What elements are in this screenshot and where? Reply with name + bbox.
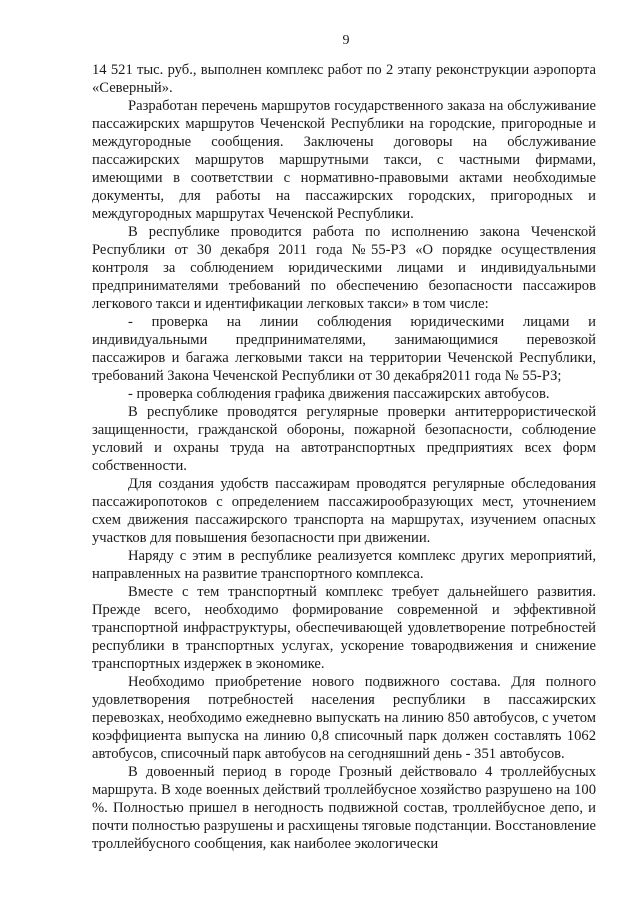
paragraph-rolling-stock: Необходимо приобретение нового подвижного состава. Для полного удовлетворения потребностей населения республики в пассажирских перевозках, необходимо ежедневно выпускать на линию 850 автобусов, с учетом коэффициента выпуска на линию 0,8 списочный парк должен составлять 1062 автобусов, списочный парк автобусов на сегодняшний день - 351 автобусов. bbox=[92, 674, 596, 762]
list-item-bus-schedule: - проверка соблюдения графика движения пассажирских автобусов. bbox=[128, 386, 550, 402]
page-number: 9 bbox=[342, 33, 350, 48]
paragraph-further-development: Вместе с тем транспортный комплекс требует дальнейшего развития. Прежде всего, необходимо формирование современной и эффективной транспортной инфраструктуры, обеспечивающей удовлетворение потребностей республики в транспортных услугах, ускорение товародвижения и снижение транспортных издержек в экономике. bbox=[92, 584, 596, 672]
paragraph-safety-checks: В республике проводятся регулярные проверки антитеррористической защищенности, гражданской обороны, пожарной безопасности, соблюдение условий и охраны труда на автотранспортных предприятиях всех форм собственности. bbox=[92, 404, 596, 474]
list-item-taxi-check: - проверка на линии соблюдения юридическими лицами и индивидуальными предпринимателями, занимающимися перевозкой пассажиров и багажа легковыми такси на территории Чеченской Республики, требований Закона Чеченской Республики от 30 декабря2011 года № 55-РЗ; bbox=[92, 314, 596, 384]
paragraph-other-measures: Наряду с этим в республике реализуется комплекс других мероприятий, направленных на развитие транспортного комплекса. bbox=[92, 548, 596, 582]
paragraph-taxi-law: В республике проводится работа по исполнению закона Чеченской Республики от 30 декабря 2011 года №55-РЗ «О порядке осуществления контроля за соблюдением юридическими лицами и индивидуальными предпринимателями требований по обеспечению безопасности пассажиров легкового такси и идентификации легковых такси» в том числе: bbox=[92, 224, 596, 312]
paragraph-passenger-surveys: Для создания удобств пассажирам проводятся регулярные обследования пассажиропотоков с определением пассажирообразующих мест, уточнением схем движения пассажирского транспорта на маршрутах, изучением опасных участков для повышения безопасности при движении. bbox=[92, 476, 596, 546]
paragraph-route-list: Разработан перечень маршрутов государственного заказа на обслуживание пассажирских маршрутов Чеченской Республики на городские, пригородные и междугородные сообщения. Заключены договоры на обслуживание пассажирских маршрутов маршрутными такси, с частными фирмами, имеющими в соответствии с нормативно-правовыми актами необходимые документы, для работы на пассажирских городских, пригородных и междугородных маршрутах Чеченской Республики. bbox=[92, 98, 596, 222]
paragraph-trolleybus: В довоенный период в городе Грозный действовало 4 троллейбусных маршрута. В ходе военных действий троллейбусное хозяйство разрушено на 100 %. Полностью пришел в негодность подвижной состав, троллейбусное депо, и почти полностью разрушены и расхищены тяговые подстанции. Восстановление троллейбусного сообщения, как наиболее экологически bbox=[92, 764, 596, 852]
paragraph-airport-reconstruction: 14 521 тыс. руб., выполнен комплекс работ по 2 этапу реконструкции аэропорта «Северный». bbox=[92, 62, 596, 96]
document-page bbox=[92, 32, 596, 853]
